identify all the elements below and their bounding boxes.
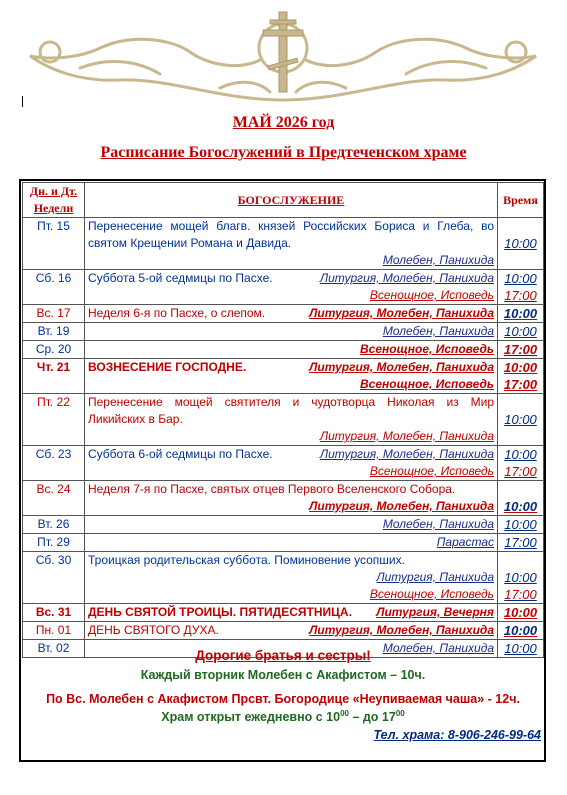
row-description: Суббота 6-ой седмицы по Пасхе. bbox=[88, 447, 273, 461]
table-row bbox=[23, 359, 544, 394]
table-row bbox=[23, 552, 544, 604]
row-description: Перенесение мощей благв. князей Российских Бориса и Глеба, во святом Крещении Романа и Давида. bbox=[88, 219, 494, 250]
row-time-item: 17:00 bbox=[504, 288, 537, 303]
row-time-item: 10:00 bbox=[503, 623, 538, 638]
row-service bbox=[85, 305, 498, 323]
row-day: Ср. 20 bbox=[23, 341, 85, 359]
row-description: Суббота 5-ой седмицы по Пасхе. bbox=[88, 271, 273, 285]
page-title: МАЙ 2026 год bbox=[232, 114, 335, 131]
row-service-item: Всенощное, Исповедь bbox=[369, 587, 494, 601]
row-service bbox=[85, 341, 498, 359]
row-service-item: Парастас bbox=[436, 535, 494, 549]
row-service-item: Всенощное, Исповедь bbox=[359, 342, 494, 356]
row-description: Перенесение мощей святителя и чудотворца Николая из Мир Ликийских в Бар. bbox=[88, 395, 494, 426]
row-day: Чт. 21 bbox=[23, 359, 85, 394]
row-day: Сб. 16 bbox=[23, 270, 85, 305]
row-time bbox=[498, 604, 544, 622]
row-service-item: Литургия, Молебен, Панихида bbox=[309, 360, 494, 374]
row-description: ДЕНЬ СВЯТОГО ДУХА. bbox=[88, 623, 219, 637]
footer-tuesday-note: Каждый вторник Молебен с Акафистом – 10ч. bbox=[140, 668, 426, 682]
table-row bbox=[23, 218, 544, 270]
table-row bbox=[23, 534, 544, 552]
row-time-item: 10:00 bbox=[504, 324, 537, 339]
row-time-item: 17:00 bbox=[503, 342, 538, 357]
column-header-day: Дн. и Дт. Недели bbox=[23, 183, 85, 218]
row-time-item: 10:00 bbox=[504, 447, 537, 462]
row-time-item: 10:00 bbox=[504, 570, 537, 585]
row-service bbox=[85, 270, 498, 305]
row-time bbox=[498, 622, 544, 640]
page-subtitle: Расписание Богослужений в Предтеченском храме bbox=[100, 144, 467, 161]
row-service-item: Литургия, Молебен, Панихида bbox=[319, 429, 494, 443]
row-service-item: Литургия, Вечерня bbox=[376, 605, 494, 619]
row-service-item: Молебен, Панихида bbox=[382, 253, 494, 267]
table-row bbox=[23, 604, 544, 622]
row-time-item: 10:00 bbox=[503, 306, 538, 321]
row-day: Пт. 22 bbox=[23, 394, 85, 446]
row-service-item: Молебен, Панихида bbox=[382, 641, 494, 655]
row-day: Пн. 01 bbox=[23, 622, 85, 640]
row-time-item: 17:00 bbox=[504, 464, 537, 479]
row-service bbox=[85, 359, 498, 394]
footer-phone: Тел. храма: 8-906-246-99-64 bbox=[373, 728, 541, 742]
row-time bbox=[498, 394, 544, 446]
row-time bbox=[498, 446, 544, 481]
row-service bbox=[85, 218, 498, 270]
row-service bbox=[85, 516, 498, 534]
row-time-item: 10:00 bbox=[503, 499, 538, 514]
text-cursor bbox=[22, 96, 23, 107]
column-header-time: Время bbox=[498, 183, 544, 218]
row-day: Вт. 02 bbox=[23, 640, 85, 658]
row-time-item: 10:00 bbox=[504, 236, 537, 251]
row-service bbox=[85, 446, 498, 481]
table-row bbox=[23, 394, 544, 446]
table-row bbox=[23, 341, 544, 359]
table-row bbox=[23, 305, 544, 323]
cross-ornament-icon bbox=[20, 8, 547, 108]
table-row bbox=[23, 446, 544, 481]
footer-greeting: Дорогие братья и сестры! bbox=[195, 648, 371, 663]
row-time-item: 10:00 bbox=[504, 641, 537, 656]
row-time bbox=[498, 534, 544, 552]
column-header-service: БОГОСЛУЖЕНИЕ bbox=[85, 183, 498, 218]
row-day: Пт. 15 bbox=[23, 218, 85, 270]
row-service bbox=[85, 394, 498, 446]
row-time-item: 17:00 bbox=[504, 587, 537, 602]
row-service bbox=[85, 481, 498, 516]
row-service bbox=[85, 604, 498, 622]
time-spacer bbox=[501, 218, 540, 235]
table-row bbox=[23, 323, 544, 341]
row-service-item: Литургия, Молебен, Панихида bbox=[309, 499, 494, 513]
row-service-item: Литургия, Панихида bbox=[376, 570, 494, 584]
row-service-item: Литургия, Молебен, Панихида bbox=[309, 623, 494, 637]
row-service-item: Всенощное, Исповедь bbox=[359, 377, 494, 391]
row-day: Сб. 23 bbox=[23, 446, 85, 481]
row-description: Неделя 7-я по Пасхе, святых отцев Первого Вселенского Собора. bbox=[88, 482, 456, 496]
row-time-item: 17:00 bbox=[504, 535, 537, 550]
row-time bbox=[498, 516, 544, 534]
row-description: Неделя 6-я по Пасхе, о слепом. bbox=[88, 306, 266, 320]
table-row bbox=[23, 516, 544, 534]
row-service-item: Молебен, Панихида bbox=[382, 324, 494, 338]
row-day: Пт. 29 bbox=[23, 534, 85, 552]
row-time-item: 10:00 bbox=[504, 412, 537, 427]
time-spacer bbox=[501, 394, 540, 411]
row-time-item: 10:00 bbox=[504, 517, 537, 532]
footer-opening-hours: Храм открыт ежедневно с $10^{00}$ – до $17^{00}$ bbox=[161, 709, 405, 724]
row-description: ДЕНЬ СВЯТОЙ ТРОИЦЫ. ПЯТИДЕСЯТНИЦА. bbox=[88, 605, 352, 619]
row-service-item: Всенощное, Исповедь bbox=[369, 464, 494, 478]
row-time bbox=[498, 218, 544, 270]
row-time-item: 17:00 bbox=[503, 377, 538, 392]
table-row bbox=[23, 481, 544, 516]
row-day: Вт. 26 bbox=[23, 516, 85, 534]
row-time bbox=[498, 552, 544, 604]
row-time bbox=[498, 270, 544, 305]
row-day: Сб. 30 bbox=[23, 552, 85, 604]
row-day: Вс. 17 bbox=[23, 305, 85, 323]
time-spacer bbox=[501, 552, 540, 569]
row-service-item: Литургия, Молебен, Панихида bbox=[319, 271, 494, 285]
row-time bbox=[498, 341, 544, 359]
row-description: Троицкая родительская суббота. Поминовение усопших. bbox=[88, 553, 405, 567]
row-day: Вс. 24 bbox=[23, 481, 85, 516]
schedule-table bbox=[22, 182, 544, 658]
table-row bbox=[23, 622, 544, 640]
row-service-item: Литургия, Молебен, Панихида bbox=[309, 306, 494, 320]
row-service bbox=[85, 534, 498, 552]
row-time-item: 10:00 bbox=[504, 271, 537, 286]
row-day: Вс. 31 bbox=[23, 604, 85, 622]
time-spacer bbox=[501, 481, 540, 498]
row-service-item: Молебен, Панихида bbox=[382, 517, 494, 531]
row-time bbox=[498, 359, 544, 394]
row-description: ВОЗНЕСЕНИЕ ГОСПОДНЕ. bbox=[88, 360, 247, 374]
row-time-item: 10:00 bbox=[503, 360, 538, 375]
row-service-item: Литургия, Молебен, Панихида bbox=[319, 447, 494, 461]
row-time bbox=[498, 323, 544, 341]
row-service bbox=[85, 323, 498, 341]
row-service-item: Всенощное, Исповедь bbox=[369, 288, 494, 302]
row-service bbox=[85, 552, 498, 604]
table-row bbox=[23, 270, 544, 305]
row-time bbox=[498, 305, 544, 323]
row-time-item: 10:00 bbox=[503, 605, 538, 620]
row-time bbox=[498, 481, 544, 516]
footer-sunday-note: По Вс. Молебен с Акафистом Прсвт. Богородице «Неупиваемая чаша» - 12ч. bbox=[46, 692, 520, 706]
row-service bbox=[85, 622, 498, 640]
row-day: Вт. 19 bbox=[23, 323, 85, 341]
